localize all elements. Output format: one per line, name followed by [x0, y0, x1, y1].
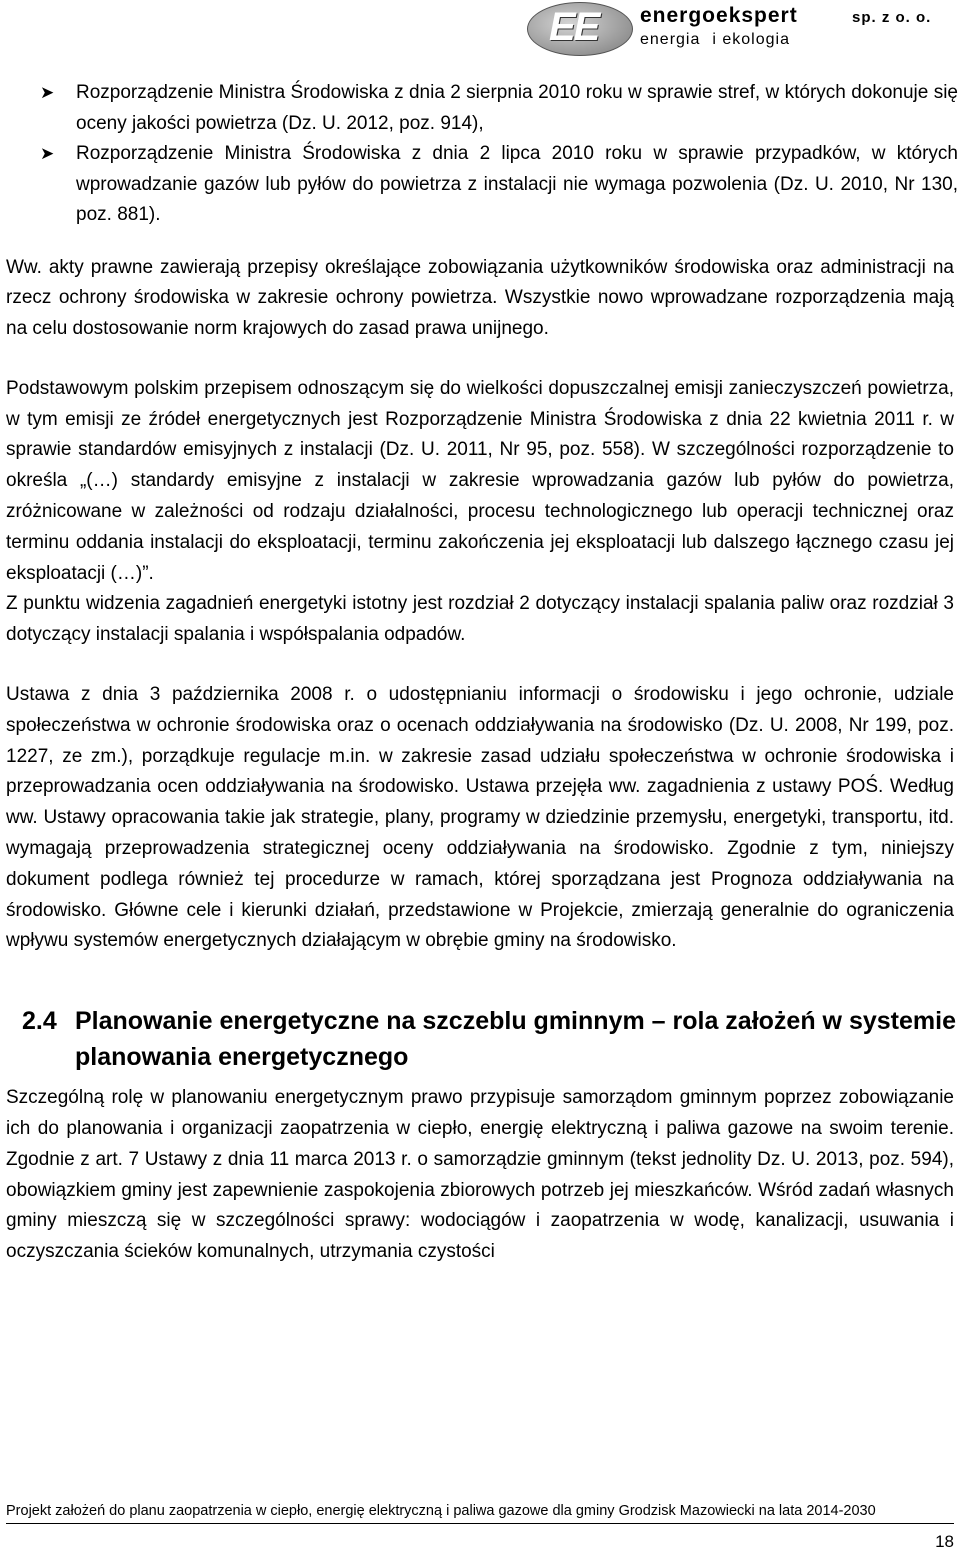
- list-item-text: Rozporządzenie Ministra Środowiska z dnia 2 lipca 2010 roku w sprawie przypadków, w których wprowadzanie gazów lub pyłów do powietrza z instalacji nie wymaga pozwolenia (Dz. U. 2010, Nr 130, poz. 881).: [76, 143, 958, 225]
- paragraph-legal-acts: Ww. akty prawne zawierają przepisy określające zobowiązania użytkowników środowiska oraz administracji na rzecz ochrony środowiska w zakresie ochrony powietrza. Wszystkie nowo wprowadzane rozporządzenia mają na celu dostosowanie norm krajowych do zasad prawa unijnego.: [6, 256, 954, 340]
- company-name: energoekspert: [640, 4, 798, 27]
- company-legal-form: sp. z o. o.: [852, 9, 932, 26]
- paragraph-environment-act: Ustawa z dnia 3 października 2008 r. o udostępnianiu informacji o środowisku i jego ochronie, udziale społeczeństwa w ochronie środowiska oraz o ocenach oddziaływania na środowisko (Dz. U. 2008, Nr 199, poz. 1227, ze zm.), porządkuje regulacje m.in. w zakresie zasad udziału społeczeństwa w ochronie środowiska i przeprowadzania ocen oddziaływania na środowisko. Ustawa przejęła ww. zagadnienia z ustawy POŚ. Według ww. Ustawy opracowania takie jak strategie, plany, programy w dziedzinie przemysłu, energetyki, transportu, itd. wymagają przeprowadzenia strategicznej oceny oddziaływania na środowisko. Zgodnie z tym, niniejszy dokument podlega również tej procedurze w ramach, której sporządzana jest Prognoza oddziaływania na środowisko. Główne cele i kierunki działań, przedstawione w Projekcie, zmierzają generalnie do ograniczenia wpływu systemów energetycznych działającym w obrębie gminy na środowisko.: [6, 684, 954, 952]
- section-number: 2.4: [22, 1007, 57, 1036]
- list-item: [0, 139, 960, 231]
- page-number: 18: [935, 1532, 954, 1551]
- list-item: [0, 78, 960, 139]
- tagline-word-ekologia: i ekologia: [712, 31, 790, 48]
- footer-divider: [6, 1523, 954, 1524]
- paragraph-emission-regulation: Podstawowym polskim przepisem odnoszącym się do wielkości dopuszczalnej emisji zanieczyszczeń powietrza, w tym emisji ze źródeł energetycznych jest Rozporządzenie Ministra Środowiska z dnia 22 kwietnia 2011 r. w sprawie standardów emisyjnych z instalacji (Dz. U. 2011, Nr 95, poz. 558). W szczególności rozporządzenie to określa „(…) standardy emisyjne z instalacji w zakresie wprowadzania gazów lub pyłów do powietrza, zróżnicowane w zależności od rodzaju działalności, procesu technologicznego lub operacji technicznej oraz terminu oddania instalacji do eksploatacji, terminu zakończenia jej eksploatacji lub dalszego łącznego czasu jej eksploatacji (…)”.: [6, 377, 954, 584]
- regulation-list: [0, 78, 960, 231]
- paragraph-chapters: Z punktu widzenia zagadnień energetyki istotny jest rozdział 2 dotyczący instalacji spalania paliw oraz rozdział 3 dotyczący instalacji spalania i współspalania odpadów.: [6, 593, 954, 646]
- page-header: [0, 0, 960, 62]
- section-heading: [0, 1003, 960, 1075]
- arrowhead-bullet-icon: ➤: [40, 144, 55, 163]
- company-tagline: [640, 31, 802, 49]
- section-title: Planowanie energetyczne na szczeblu gminnym – rola założeń w systemie planowania energetycznego: [75, 1007, 956, 1072]
- list-item-text: Rozporządzenie Ministra Środowiska z dnia 2 sierpnia 2010 roku w sprawie stref, w których dokonuje się oceny jakości powietrza (Dz. U. 2012, poz. 914),: [76, 82, 958, 134]
- document-body: [0, 78, 960, 1268]
- company-logo-mark: EE: [549, 5, 599, 49]
- footer-title: Projekt założeń do planu zaopatrzenia w ciepło, energię elektryczną i paliwa gazowe dla gminy Grodzisk Mazowiecki na lata 2014-2030: [6, 1503, 876, 1519]
- paragraph-municipal-planning: Szczególną rolę w planowaniu energetycznym prawo przypisuje samorządom gminnym poprzez zobowiązanie ich do planowania i organizacji zaopatrzenia w ciepło, energię elektryczną i paliwa gazowe na swoim terenie. Zgodnie z art. 7 Ustawy z dnia 11 marca 2013 r. o samorządzie gminnym (tekst jednolity Dz. U. 2013, poz. 594), obowiązkiem gminy jest zapewnienie zaspokojenia zbiorowych potrzeb jej mieszkańców. Wśród zadań własnych gminy mieszczą się w szczególności sprawy: wodociągów i zaopatrzenia w wodę, kanalizacji, usuwania i oczyszczania ścieków komunalnych, utrzymania czystości: [6, 1087, 954, 1263]
- tagline-word-energia: energia: [640, 31, 701, 48]
- page-footer: [0, 1503, 960, 1551]
- arrowhead-bullet-icon: ➤: [40, 83, 55, 102]
